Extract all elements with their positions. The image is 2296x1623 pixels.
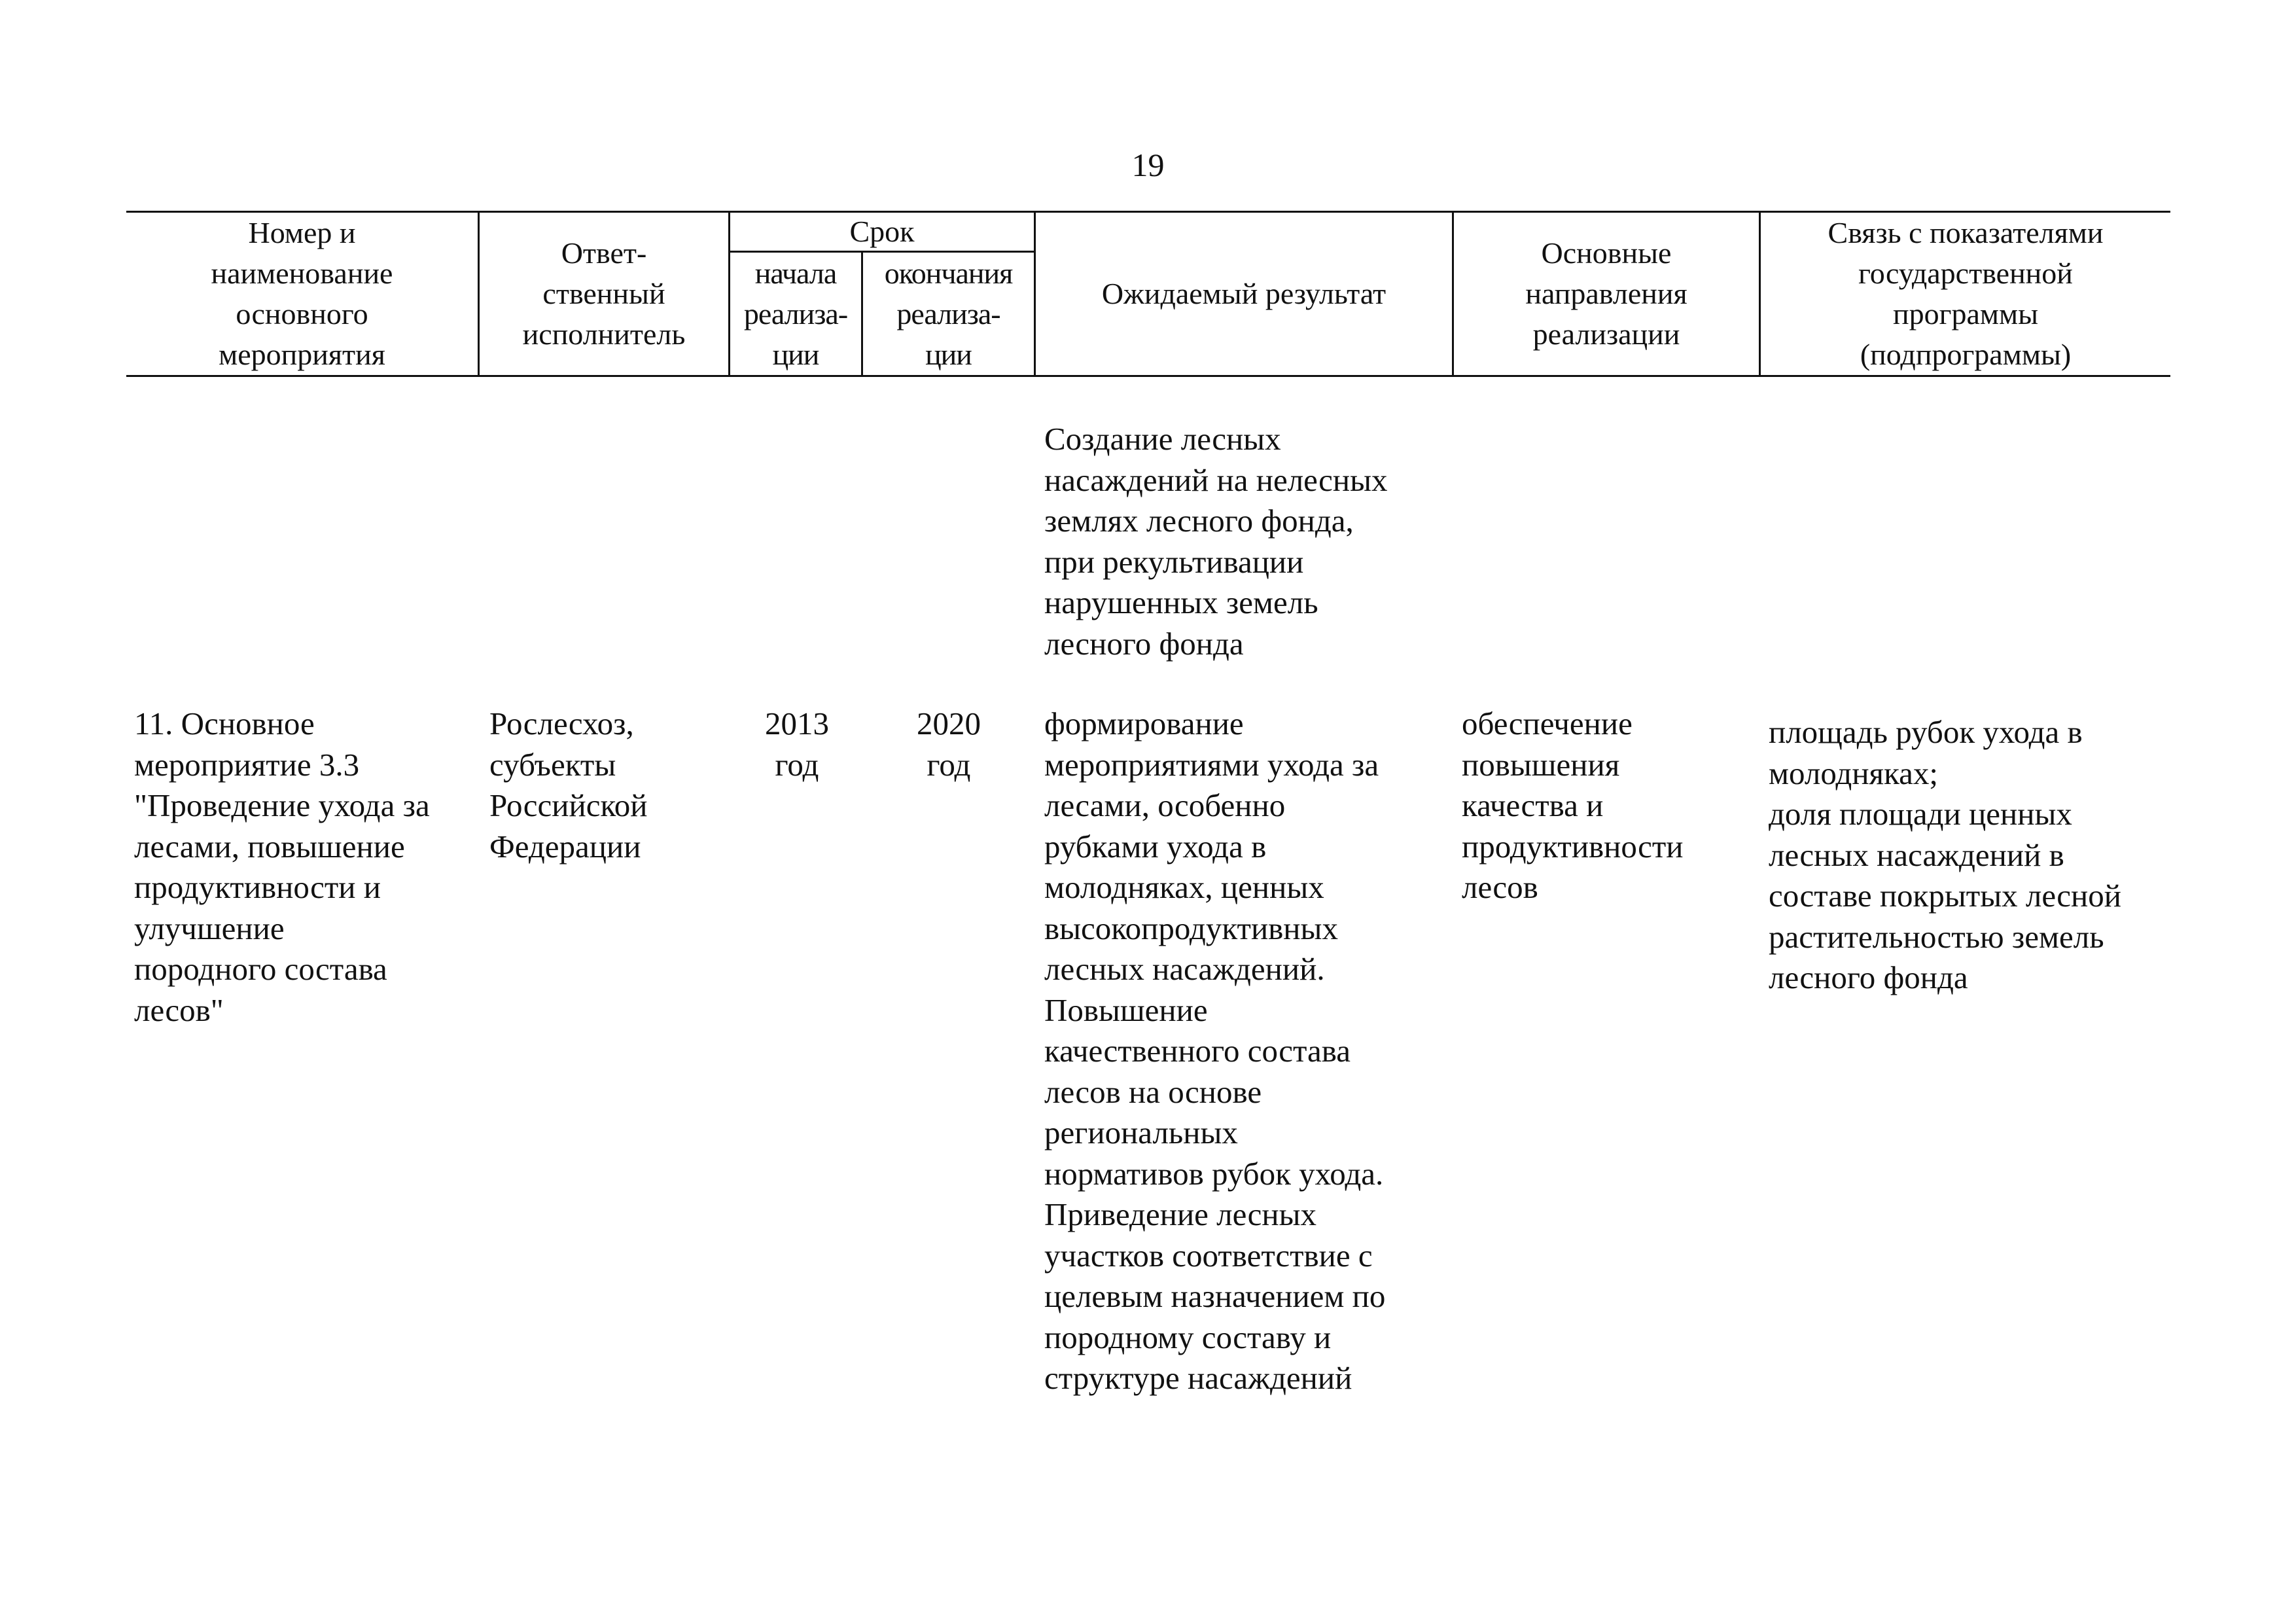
header-directions: Основные направления реализации [1525, 236, 1687, 351]
row-executor: Рослесхоз, субъекты Российской Федерации [489, 705, 648, 865]
header-term: Срок [849, 215, 915, 248]
row-directions: обеспечение повышения качества и продуктивности лесов [1462, 705, 1684, 905]
row-start-year: 2013 год [765, 705, 829, 783]
table-header-bottom-rule [126, 375, 2170, 377]
header-term-start: начала реализа- ции [743, 256, 848, 371]
header-result: Ожидаемый результат [1101, 277, 1386, 310]
row-event: 11. Основное мероприятие 3.3 "Проведение ухода за лесами, повышение продуктивности и улучшение породного состава лесов" [134, 705, 430, 1028]
header-link: Связь с показателями государственной программы (подпрограммы) [1828, 216, 2104, 371]
row-link: площадь рубок ухода в молодняках; доля площади ценных лесных насаждений в составе покрытых лесной растительностью земель лесного фонда [1769, 714, 2121, 995]
continued-result-text: Создание лесных насаждений на нелесных землях лесного фонда, при рекультивации нарушенных земель лесного фонда [1044, 421, 1388, 662]
header-executor: Ответ- ственный исполнитель [522, 236, 686, 351]
page-number: 19 [1131, 147, 1165, 183]
header-term-end: окончания реализа- ции [884, 256, 1013, 371]
row-end-year: 2020 год [917, 705, 981, 783]
header-event: Номер и наименование основного мероприятия [211, 216, 393, 371]
row-result: формирование мероприятиями ухода за лесами, особенно рубками ухода в молодняках, ценных высокопродуктивных лесных насаждений. Повышение качественного состава лесов на основе региональных нормативов рубок ухода. Приведение лесных участков соответствие с целевым назначением по породному составу и структуре насаждений [1044, 705, 1386, 1396]
